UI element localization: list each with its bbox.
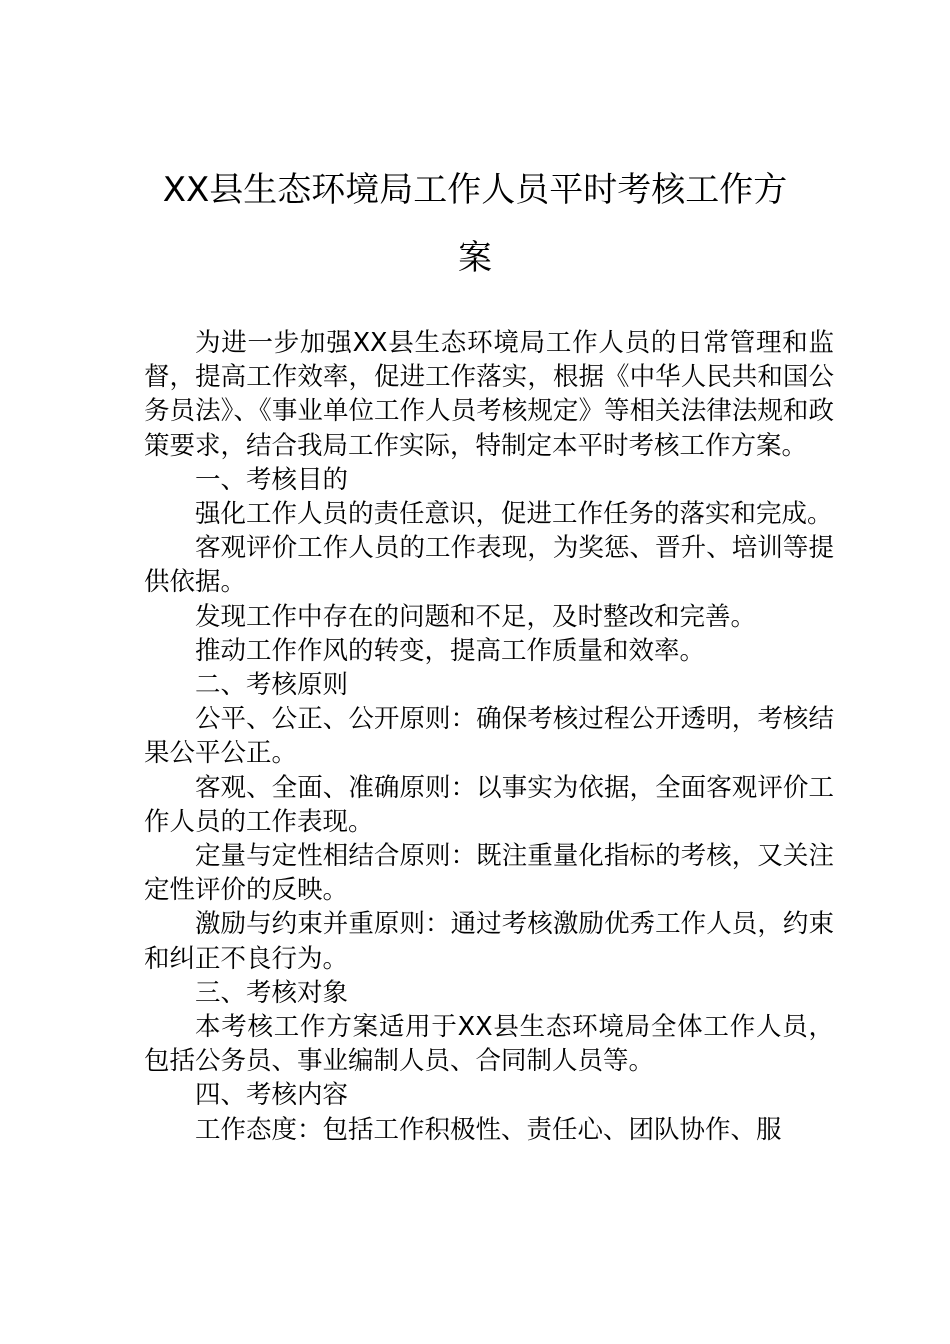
section-heading-3: 三、考核对象 <box>195 977 349 1008</box>
intro-paragraph: 为进一步加强XX县生态环境局工作人员的日常管理和监督，提高工作效率，促进工作落实，根据《中华人民共和国公务员法》、《事业单位工作人员考核规定》等相关法律法规和政策要求，结合我局工作实际，特制定本平时考核工作方案。 <box>144 328 834 461</box>
purpose-item-1: 强化工作人员的责任意识，促进工作任务的落实和完成。 <box>195 499 833 530</box>
section-heading-4: 四、考核内容 <box>195 1080 349 1111</box>
document-title-line-1: XX县生态环境局工作人员平时考核工作方 <box>162 170 788 210</box>
content-item-1: 工作态度：包括工作积极性、责任心、团队协作、服 <box>195 1114 782 1145</box>
purpose-item-4: 推动工作作风的转变，提高工作质量和效率。 <box>195 635 706 666</box>
document-body <box>144 326 834 1147</box>
section-heading-2: 二、考核原则 <box>195 670 349 701</box>
scope-paragraph: 本考核工作方案适用于XX县生态环境局全体工作人员，包括公务员、事业编制人员、合同制人员等。 <box>144 1012 834 1077</box>
purpose-item-2: 客观评价工作人员的工作表现，为奖惩、晋升、培训等提供依据。 <box>144 533 834 598</box>
principle-item-4: 激励与约束并重原则：通过考核激励优秀工作人员，约束和纠正不良行为。 <box>144 909 834 974</box>
principle-item-2: 客观、全面、准确原则：以事实为依据，全面客观评价工作人员的工作表现。 <box>144 772 834 837</box>
principle-item-3: 定量与定性相结合原则：既注重量化指标的考核，又关注定性评价的反映。 <box>144 841 834 906</box>
principle-item-1: 公平、公正、公开原则：确保考核过程公开透明，考核结果公平公正。 <box>144 704 834 769</box>
section-heading-1: 一、考核目的 <box>195 464 349 495</box>
document-title-line-2: 案 <box>458 238 492 278</box>
purpose-item-3: 发现工作中存在的问题和不足，及时整改和完善。 <box>195 601 757 632</box>
